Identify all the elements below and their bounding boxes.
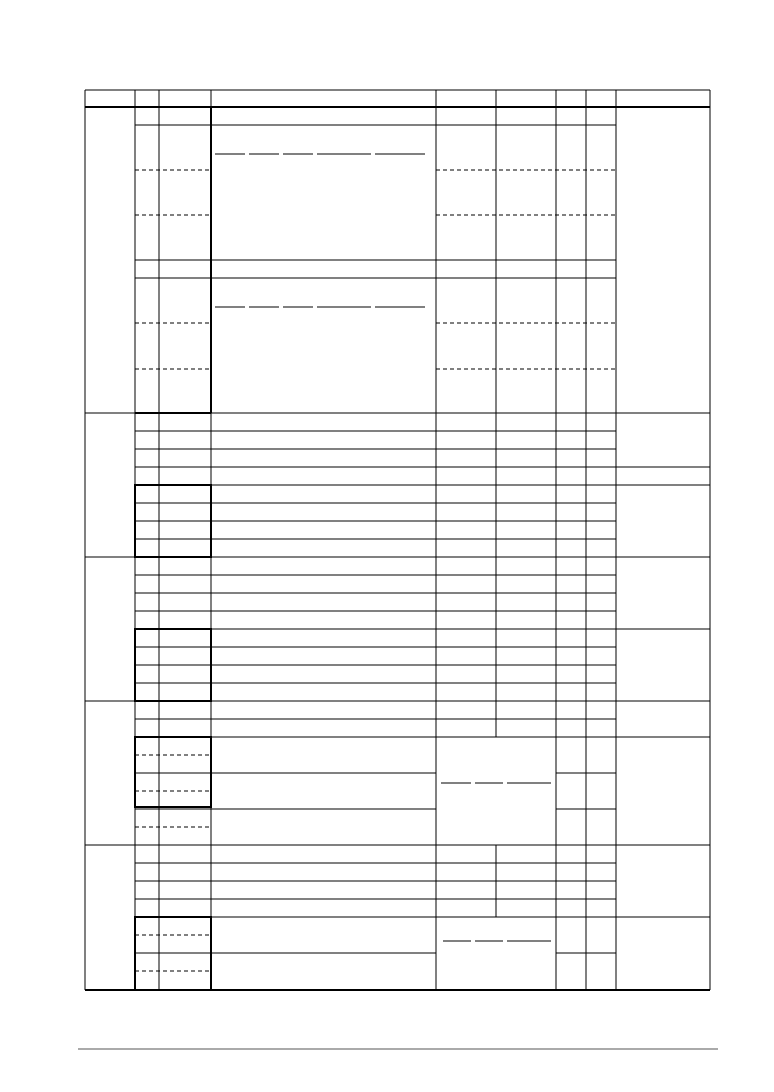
table-section-5 <box>135 845 710 990</box>
bitfield-underlines-1 <box>215 154 425 307</box>
table-header <box>85 90 710 107</box>
table-frame <box>85 107 710 990</box>
